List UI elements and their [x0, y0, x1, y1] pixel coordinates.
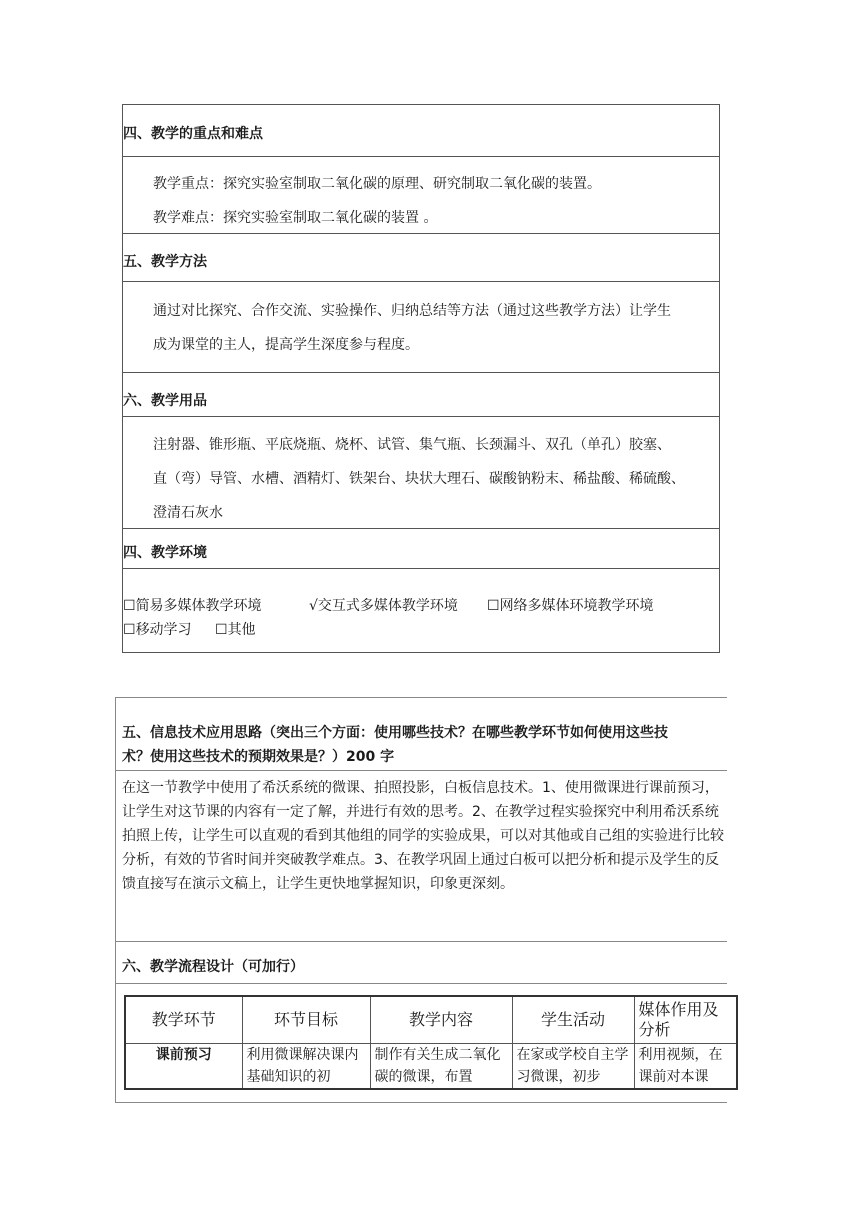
teaching-plan-box-2 [115, 697, 727, 1103]
env-option-network[interactable] [487, 595, 654, 615]
divider [123, 233, 719, 234]
materials-line1: 注射器、锥形瓶、平底烧瓶、烧杯、试管、集气瓶、长颈漏斗、双孔（单孔）胶塞、 [153, 437, 671, 453]
col-header-goal: 环节目标 [242, 996, 370, 1044]
cell-goal: 利用微课解决课内基础知识的初 [242, 1044, 370, 1090]
section5-heading: 五、教学方法 [123, 254, 207, 270]
section8-body: 在这一节教学中使用了希沃系统的微课、拍照投影，白板信息技术。1、使用微课进行课前预习，让学生对这节课的内容有一定了解，并进行有效的思考。2、在教学过程实验探究中利用希沃系统拍照上传，让学生可以直观的看到其他组的同学的实验成果，可以对其他或自己组的实验进行比较分析，有效的节省时间并突破教学难点。3、在教学巩固上通过白板可以把分析和提示及学生的反馈直接写在演示文稿上，让学生更快地掌握知识，印象更深刻。 [122, 780, 724, 892]
env-option-other[interactable] [215, 619, 256, 639]
divider [123, 416, 719, 417]
env-option-label: 网络多媒体环境教学环境 [499, 598, 654, 614]
key-point-text: 教学重点：探究实验室制取二氧化碳的原理、研究制取二氧化碳的装置。 [153, 176, 601, 192]
divider [116, 770, 727, 771]
checkbox-empty-icon: ☐ [123, 598, 136, 614]
env-option-simple[interactable] [123, 595, 262, 615]
section9-heading: 六、教学流程设计（可加行） [122, 959, 304, 975]
col-header-activity: 学生活动 [512, 996, 634, 1044]
cell-content: 制作有关生成二氧化碳的微课，布置 [370, 1044, 512, 1090]
divider [123, 372, 719, 373]
section7-heading: 四、教学环境 [123, 545, 207, 561]
env-option-interactive[interactable] [309, 595, 458, 615]
section6-heading: 六、教学用品 [123, 393, 207, 409]
divider [123, 156, 719, 157]
check-mark-icon: √ [309, 598, 318, 614]
table-row [125, 1044, 737, 1090]
teaching-plan-box-1 [122, 104, 720, 653]
env-option-label: 移动学习 [135, 622, 192, 638]
env-option-label: 简易多媒体教学环境 [135, 598, 262, 614]
divider [123, 568, 719, 569]
env-option-label: 交互式多媒体教学环境 [317, 598, 458, 614]
section8-heading-line1: 五、信息技术应用思路（突出三个方面：使用哪些技术？在哪些教学环节如何使用这些技 [122, 725, 668, 741]
divider [123, 281, 719, 282]
checkbox-empty-icon: ☐ [215, 622, 228, 638]
divider [123, 528, 719, 529]
checkbox-empty-icon: ☐ [123, 622, 136, 638]
section8-heading-line2: 术？使用这些技术的预期效果是？）200 字 [122, 749, 395, 765]
cell-stage: 课前预习 [125, 1044, 242, 1090]
checkbox-empty-icon: ☐ [487, 598, 500, 614]
divider [116, 941, 727, 942]
col-header-media: 媒体作用及分析 [634, 996, 737, 1044]
cell-media: 利用视频，在课前对本课 [634, 1044, 737, 1090]
env-option-label: 其他 [227, 622, 256, 638]
method-text-line1: 通过对比探究、合作交流、实验操作、归纳总结等方法（通过这些教学方法）让学生 [153, 303, 671, 319]
materials-line2: 直（弯）导管、水槽、酒精灯、铁架台、块状大理石、碳酸钠粉末、稀盐酸、稀硫酸、 [153, 471, 685, 487]
materials-line3: 澄清石灰水 [153, 505, 223, 521]
teaching-flow-table [124, 995, 738, 1090]
col-header-stage: 教学环节 [125, 996, 242, 1044]
table-header-row [125, 996, 737, 1044]
col-header-content: 教学内容 [370, 996, 512, 1044]
env-option-mobile[interactable] [123, 619, 192, 639]
cell-activity: 在家或学校自主学习微课，初步 [512, 1044, 634, 1090]
method-text-line2: 成为课堂的主人，提高学生深度参与程度。 [153, 337, 419, 353]
section4-heading: 四、教学的重点和难点 [123, 126, 263, 142]
difficulty-text: 教学难点：探究实验室制取二氧化碳的装置 。 [153, 210, 438, 226]
divider [116, 983, 727, 984]
